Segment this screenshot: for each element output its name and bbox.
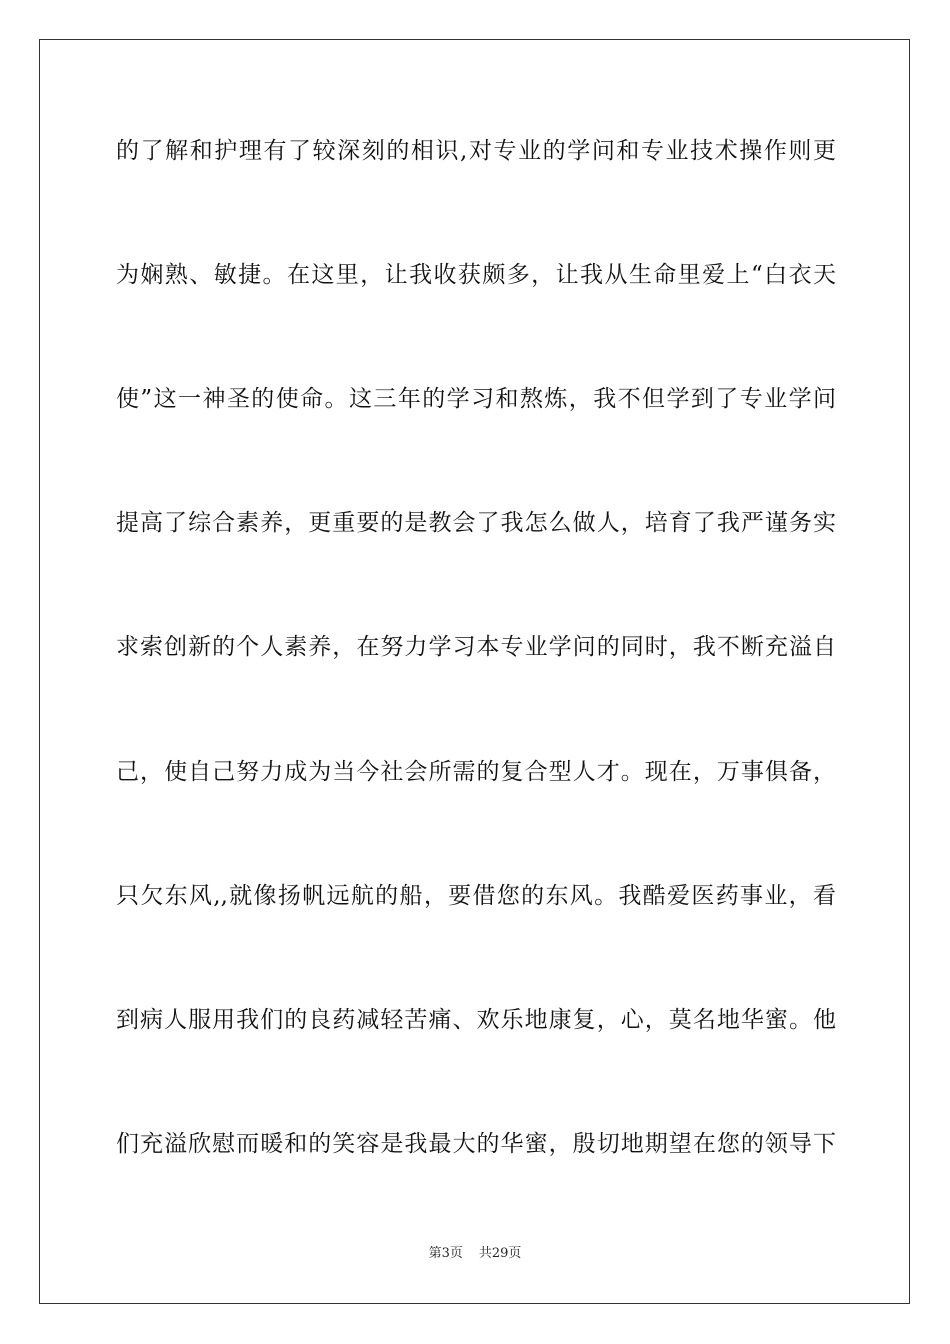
body-line-2: 为娴熟、敏捷。在这里，让我收获颇多，让我从生命里爱上“白衣天 bbox=[116, 262, 836, 288]
body-line-7: 只欠东风,,就像扬帆远航的船，要借您的东风。我酷爱医药事业，看 bbox=[116, 883, 836, 909]
body-line-8: 到病人服用我们的良药减轻苦痛、欢乐地康复，心，莫名地华蜜。他 bbox=[116, 1007, 836, 1033]
body-line-1: 的了解和护理有了较深刻的相识,对专业的学问和专业技术操作则更 bbox=[116, 138, 836, 164]
body-line-4: 提高了综合素养，更重要的是教会了我怎么做人，培育了我严谨务实 bbox=[116, 510, 836, 536]
page-number: 第3页 bbox=[428, 1246, 463, 1261]
body-line-9: 们充溢欣慰而暖和的笑容是我最大的华蜜，殷切地期望在您的领导下 bbox=[116, 1131, 836, 1157]
body-line-3: 使”这一神圣的使命。这三年的学习和熬炼，我不但学到了专业学问 bbox=[116, 386, 836, 412]
page-footer bbox=[0, 1244, 950, 1264]
page-border bbox=[39, 39, 910, 1304]
body-line-5: 求索创新的个人素养，在努力学习本专业学问的同时，我不断充溢自 bbox=[116, 634, 836, 660]
body-line-6: 己，使自己努力成为当今社会所需的复合型人才。现在，万事俱备， bbox=[116, 759, 836, 785]
page-total: 共29页 bbox=[478, 1246, 522, 1261]
